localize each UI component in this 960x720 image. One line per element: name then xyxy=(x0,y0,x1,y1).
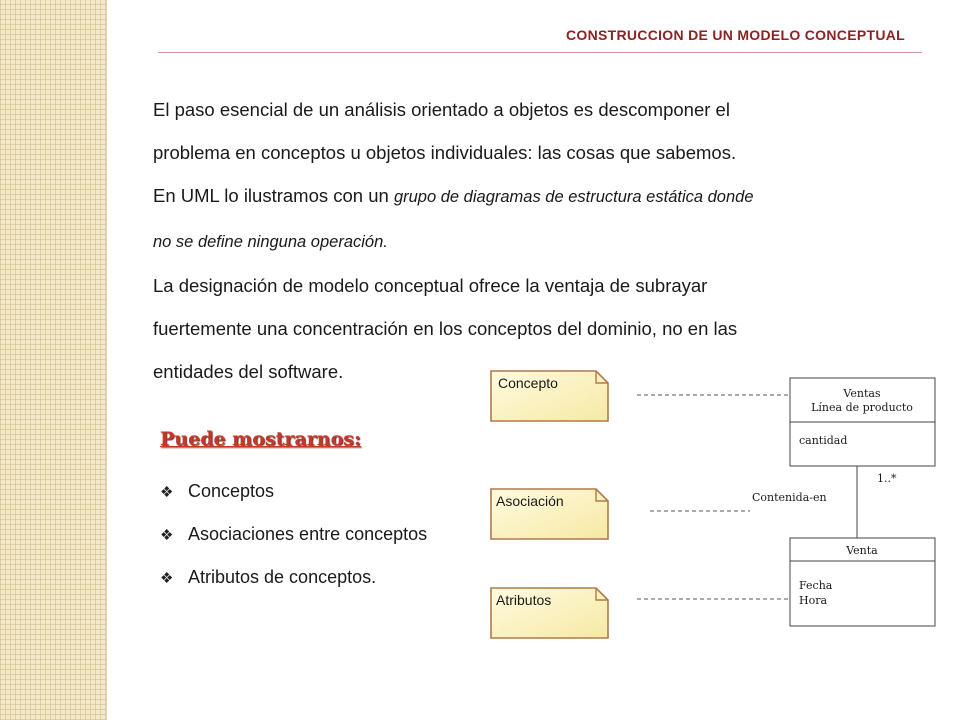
p3-line1: La designación de modelo conceptual ofrece la ventaja de subrayar xyxy=(153,275,708,296)
bullet-item-atributos xyxy=(160,556,427,599)
association-label: Contenida-en xyxy=(752,491,827,504)
bullet-item-asociaciones xyxy=(160,513,427,556)
bullet-item-conceptos xyxy=(160,470,427,513)
note-atributos-label: Atributos xyxy=(496,592,552,608)
p2-normal: En UML lo ilustramos con un xyxy=(153,185,394,206)
class-ventas-name-2: Línea de producto xyxy=(811,401,913,414)
paragraph-2 xyxy=(153,174,913,264)
p2-italic-line1: grupo de diagramas de estructura estática donde xyxy=(393,188,754,206)
body-text xyxy=(153,88,913,393)
class-ventas-attribute: cantidad xyxy=(799,434,848,447)
class-ventas xyxy=(790,378,935,466)
note-concepto-label: Concepto xyxy=(498,375,558,391)
note-concepto xyxy=(491,371,608,421)
slide-title: CONSTRUCCION DE UN MODELO CONCEPTUAL xyxy=(565,27,905,43)
p2-italic-line2: no se define ninguna operación. xyxy=(153,233,388,251)
four-diamond-bullet-icon: ❖ xyxy=(160,526,174,544)
paragraph-1 xyxy=(153,88,913,174)
bullet-list xyxy=(160,470,427,599)
note-asociacion-label: Asociación xyxy=(496,493,564,509)
bullet-label: Atributos de conceptos. xyxy=(188,567,377,587)
association-multiplicity: 1..* xyxy=(877,472,897,485)
class-ventas-name-1: Ventas xyxy=(843,387,881,400)
class-venta-name: Venta xyxy=(846,544,878,557)
bullet-label: Conceptos xyxy=(188,481,275,501)
class-venta-attr-hora: Hora xyxy=(799,594,828,607)
class-venta-attr-fecha: Fecha xyxy=(799,579,833,592)
class-venta xyxy=(790,538,935,626)
bullet-label: Asociaciones entre conceptos xyxy=(188,524,428,544)
note-asociacion xyxy=(491,489,608,539)
decorative-side-strip xyxy=(0,0,107,720)
title-divider xyxy=(158,52,922,53)
uml-diagram xyxy=(487,356,941,646)
subtitle-puede-mostrarnos: Puede mostrarnos: xyxy=(160,428,361,450)
note-atributos xyxy=(491,588,608,638)
four-diamond-bullet-icon: ❖ xyxy=(160,569,174,587)
p1-line2: problema en conceptos u objetos individuales: las cosas que sabemos. xyxy=(153,142,737,163)
p3-line3: entidades del software. xyxy=(153,361,344,382)
p3-line2: fuertemente una concentración en los conceptos del dominio, no en las xyxy=(153,318,738,339)
p1-line1: El paso esencial de un análisis orientado a objetos es descomponer el xyxy=(153,99,730,120)
four-diamond-bullet-icon: ❖ xyxy=(160,483,174,501)
